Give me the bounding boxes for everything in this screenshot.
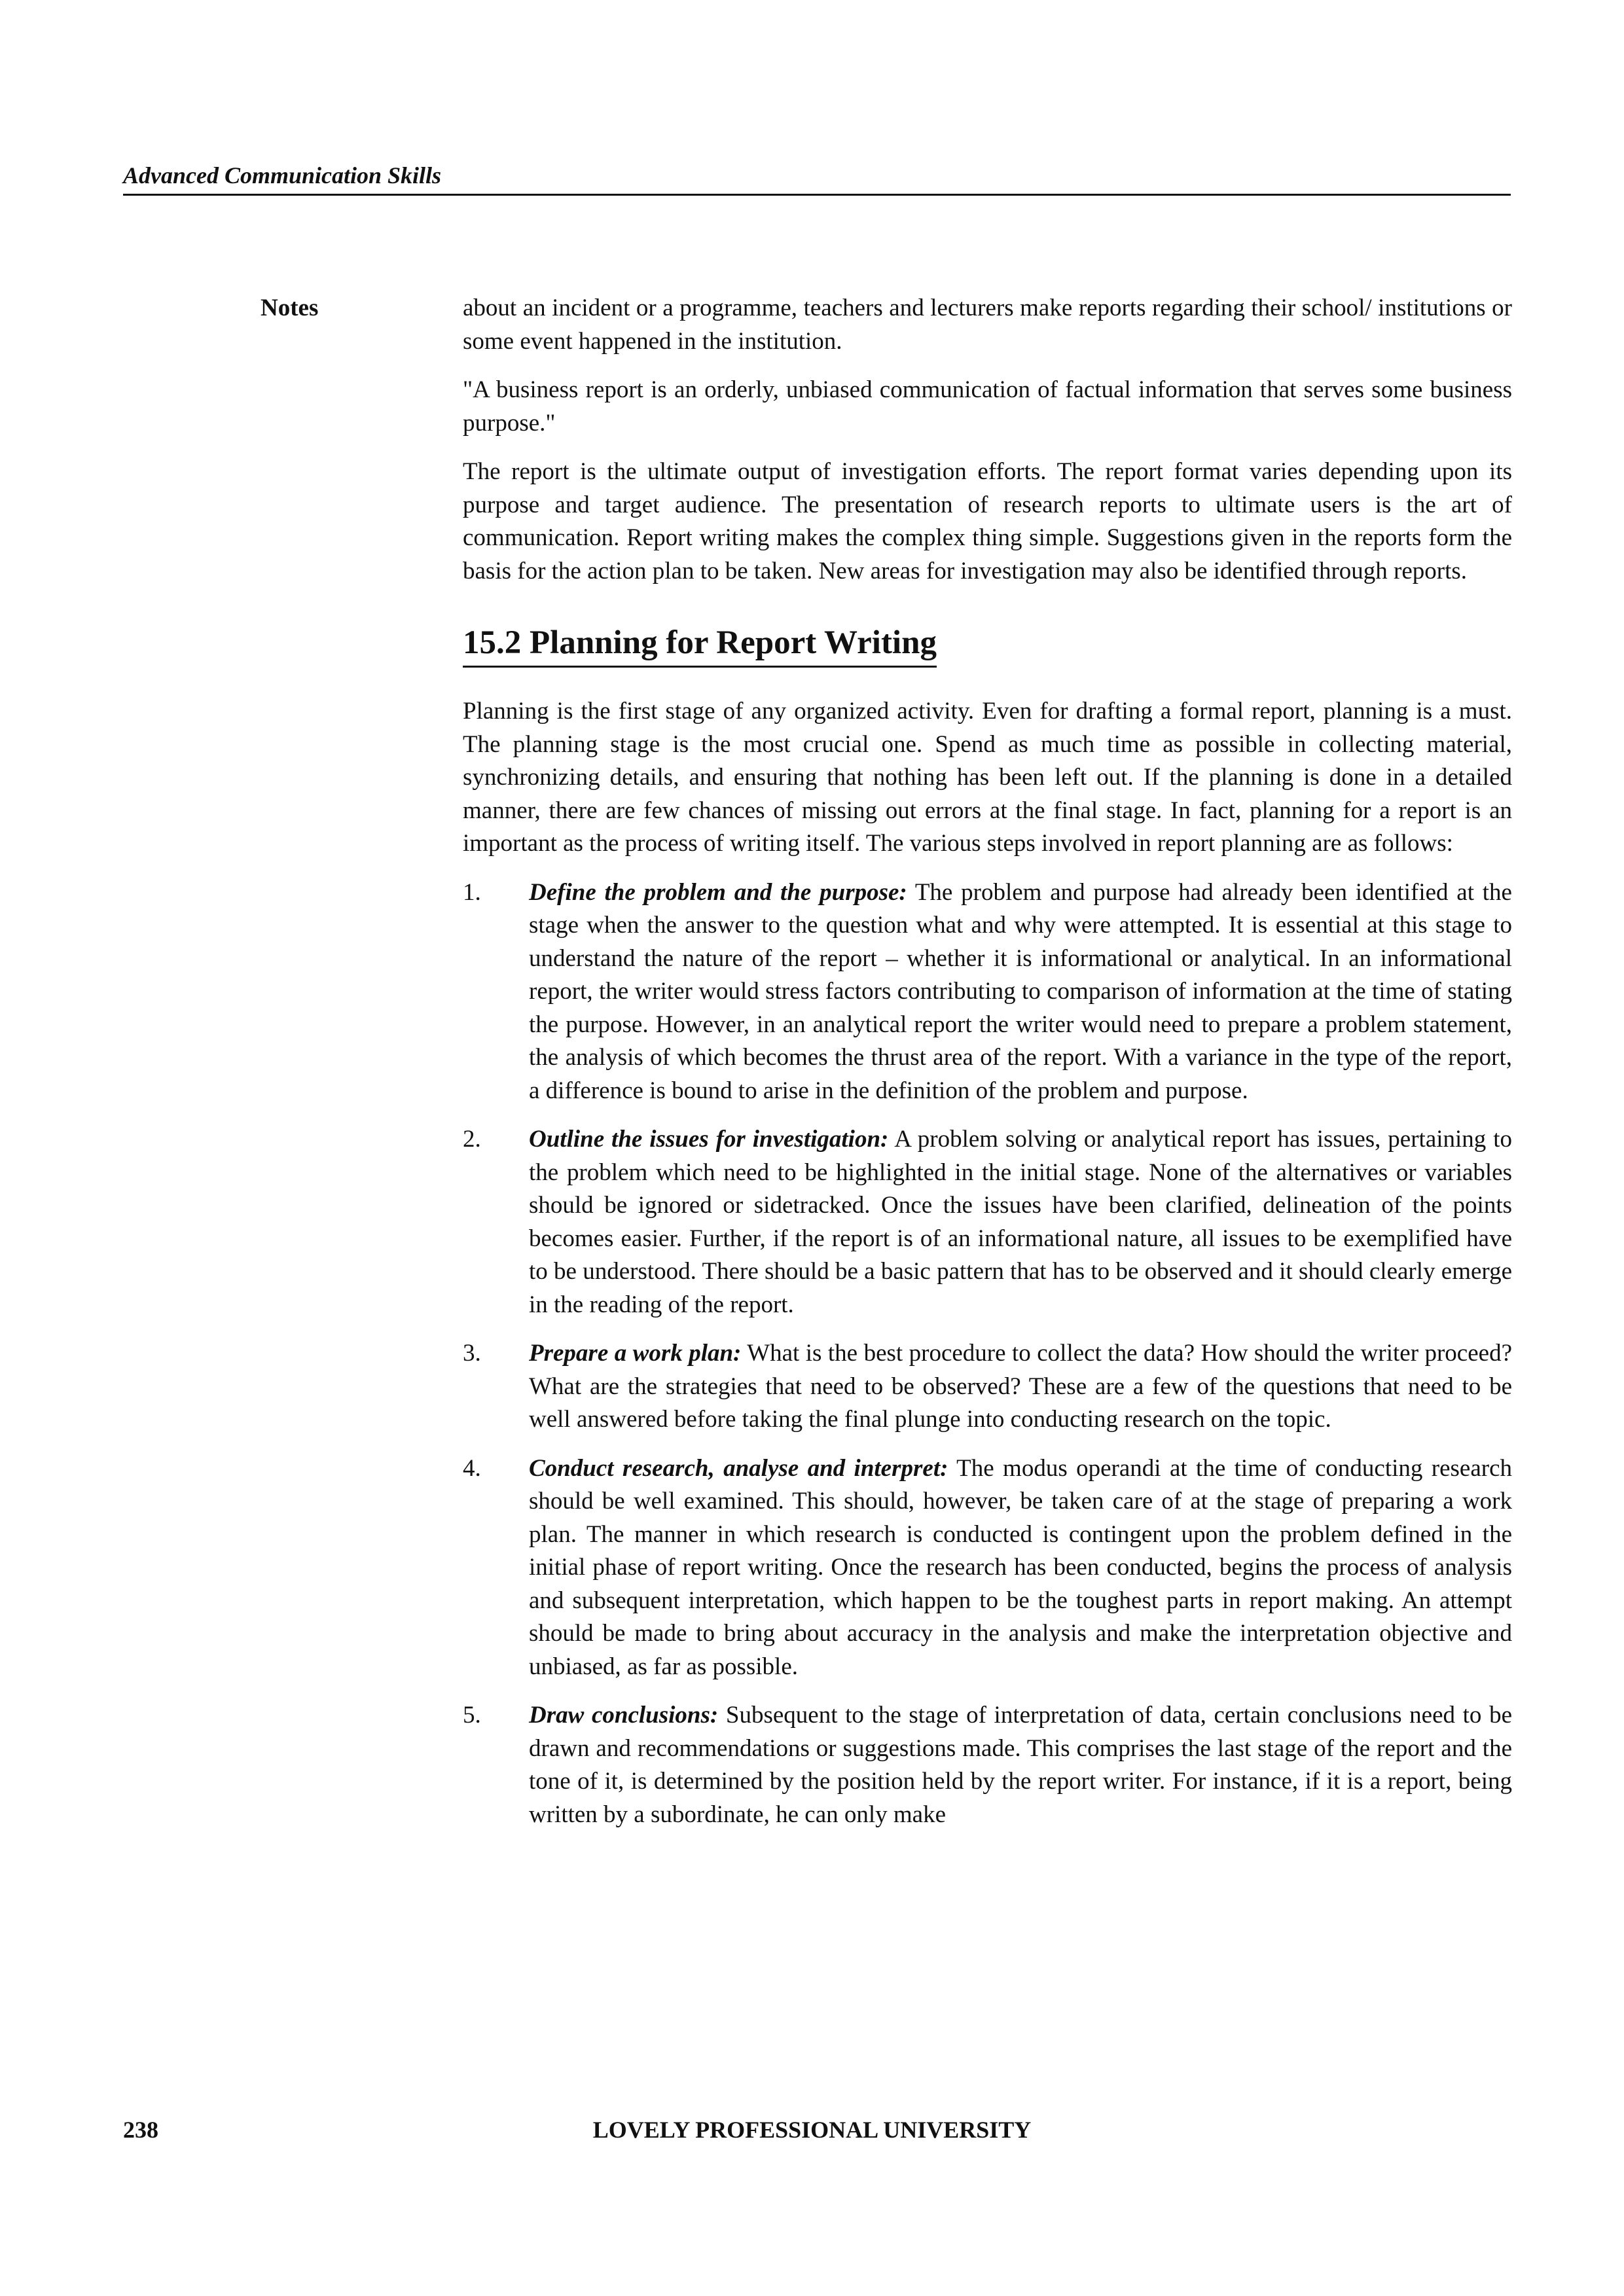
step-term: Conduct research, analyse and interpret: <box>529 1454 948 1482</box>
step-term: Outline the issues for investigation: <box>529 1126 889 1153</box>
intro-paragraph: about an incident or a programme, teachers and lecturers make reports regarding their school/ institutions or some event happened in the institution. <box>463 295 1512 355</box>
planning-step <box>463 1123 1512 1321</box>
step-number: 4. <box>463 1454 481 1482</box>
step-number: 3. <box>463 1340 481 1367</box>
page-number: 238 <box>123 2117 158 2143</box>
section-heading: 15.2 Planning for Report Writing <box>463 622 937 668</box>
footer-university-name: LOVELY PROFESSIONAL UNIVERSITY <box>592 2117 1032 2143</box>
running-header-title: Advanced Communication Skills <box>123 162 442 188</box>
step-text: The modus operandi at the time of conducting research should be well examined. This should, however, be taken care of at the stage of preparing a work plan. The manner in which research is conducted is contingent upon the problem defined in the initial phase of report writing. Once the research has been conducted, begins the process of analysis and subsequent interpretation, which happen to be the toughest parts in report making. An attempt should be made to bring about accuracy in the analysis and make the interpretation objective and unbiased, as far as possible. <box>529 1454 1513 1680</box>
section-intro-paragraph: Planning is the first stage of any organized activity. Even for drafting a formal report, planning is a must. The planning stage is the most crucial one. Spend as much time as possible in collecting material, synchronizing details, and ensuring that nothing has been left out. If the planning is done in a detailed manner, there are few chances of missing out errors at the final stage. In fact, planning for a report is an important as the process of writing itself. The various steps involved in report planning are as follows: <box>463 698 1512 857</box>
step-term: Define the problem and the purpose: <box>529 878 907 906</box>
step-text: The problem and purpose had already been identified at the stage when the answer to the question what and why were attempted. It is essential at this stage to understand the nature of the report – whether it is informational or analytical. In an informational report, the writer would stress factors contributing to comparison of information at the time of stating the purpose. However, in an analytical report the writer would need to prepare a problem statement, the analysis of which becomes the thrust area of the report. With a variance in the type of the report, a difference is bound to arise in the definition of the problem and purpose. <box>529 878 1512 1104</box>
step-number: 1. <box>463 878 481 906</box>
planning-step <box>463 1699 1512 1831</box>
step-text: Subsequent to the stage of interpretation of data, certain conclusions need to be drawn and recommendations or suggestions made. This comprises the last stage of the report and the tone of it, is determined by the position held by the report writer. For instance, if it is a report, being written by a subordinate, he can only make <box>529 1702 1512 1828</box>
planning-steps-list <box>463 876 1512 1832</box>
planning-step <box>463 876 1512 1108</box>
step-text: What is the best procedure to collect the data? How should the writer proceed? What are the strategies that need to be observed? These are a few of the questions that need to be well answered before taking the final plunge into conducting research on the topic. <box>529 1340 1512 1433</box>
running-header <box>123 162 1511 196</box>
main-text-column <box>463 292 1512 1847</box>
step-number: 5. <box>463 1702 481 1729</box>
step-term: Draw conclusions: <box>529 1702 719 1729</box>
planning-step <box>463 1337 1512 1437</box>
step-number: 2. <box>463 1126 481 1153</box>
definition-quote: "A business report is an orderly, unbiased communication of factual information that serves some business purpose." <box>463 376 1512 437</box>
notes-margin-label: Notes <box>261 295 319 321</box>
step-term: Prepare a work plan: <box>529 1340 742 1367</box>
planning-step <box>463 1452 1512 1684</box>
intro-paragraph: The report is the ultimate output of investigation efforts. The report format varies depending upon its purpose and target audience. The presentation of research reports to ultimate users is the art of communication. Report writing makes the complex thing simple. Suggestions given in the reports form the basis for the action plan to be taken. New areas for investigation may also be identified through reports. <box>463 458 1512 584</box>
step-text: A problem solving or analytical report has issues, pertaining to the problem which need to be highlighted in the initial stage. None of the alternatives or variables should be ignored or sidetracked. Once the issues have been clarified, delineation of the points becomes easier. Further, if the report is of an informational nature, all issues to be exemplified have to be understood. There should be a basic pattern that has to be observed and it should clearly emerge in the reading of the report. <box>529 1126 1512 1318</box>
